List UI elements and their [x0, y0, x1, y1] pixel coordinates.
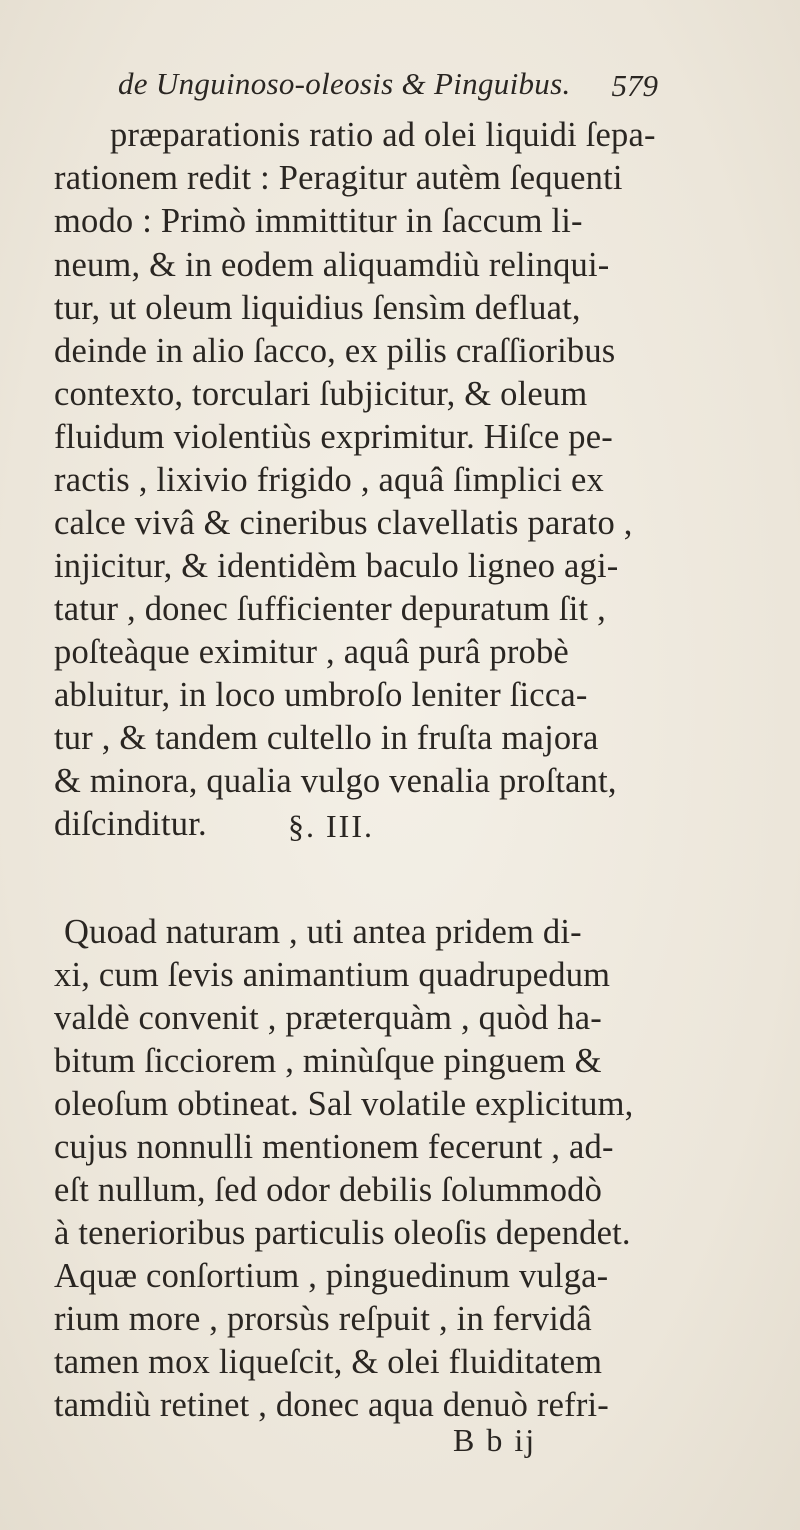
text-line: bitum ſicciorem , minùſque pinguem &	[54, 1042, 602, 1080]
text-line: Quoad naturam , uti antea pridem di-	[64, 913, 582, 951]
text-line: injicitur, & identidèm baculo ligneo agi-	[54, 547, 619, 585]
text-line: calce vivâ & cineribus clavellatis parato ,	[54, 504, 633, 542]
text-line: cujus nonnulli mentionem fecerunt , ad-	[54, 1128, 614, 1166]
running-head	[118, 66, 658, 106]
text-line: rium more , prorsùs reſpuit , in fervidâ	[54, 1300, 592, 1338]
text-line: tur, ut oleum liquidius ſensìm defluat,	[54, 289, 581, 327]
text-line: oleoſum obtineat. Sal volatile explicitum,	[54, 1085, 634, 1123]
text-line: valdè convenit , præterquàm , quòd ha-	[54, 999, 602, 1037]
text-line: tur , & tandem cultello in fruſta majora	[54, 719, 599, 757]
text-line: contexto, torculari ſubjicitur, & oleum	[54, 375, 588, 413]
text-line: & minora, qualia vulgo venalia proſtant,	[54, 762, 617, 800]
text-line: neum, & in eodem aliquamdiù relinqui-	[54, 246, 610, 284]
section-heading: §. III.	[288, 808, 374, 844]
text-line: poſteàque eximitur , aquâ purâ probè	[54, 633, 569, 671]
text-line: à tenerioribus particulis oleoſis dependet.	[54, 1214, 631, 1252]
text-line: Aquæ conſortium , pinguedinum vulga-	[54, 1257, 609, 1295]
page-number: 579	[611, 68, 658, 103]
text-line: diſcinditur.	[54, 805, 207, 843]
text-line: abluitur, in loco umbroſo leniter ſicca-	[54, 676, 588, 714]
signature-mark: B b ij	[453, 1422, 537, 1458]
running-title: de Unguinoso-oleosis & Pinguibus.	[118, 66, 571, 101]
text-line: deinde in alio ſacco, ex pilis craſſioribus	[54, 332, 616, 370]
text-line: xi, cum ſevis animantium quadrupedum	[54, 956, 611, 994]
text-line: tamen mox liqueſcit, & olei fluiditatem	[54, 1343, 603, 1381]
text-line: præparationis ratio ad olei liquidi ſepa-	[110, 116, 656, 154]
text-line: tamdiù retinet , donec aqua denuò refri-	[54, 1386, 609, 1424]
text-line: fluidum violentiùs exprimitur. Hiſce pe-	[54, 418, 613, 456]
text-line: eſt nullum, ſed odor debilis ſolummodò	[54, 1171, 603, 1209]
text-line: modo : Primò immittitur in ſaccum li-	[54, 202, 583, 240]
text-line: ractis , lixivio frigido , aquâ ſimplici ex	[54, 461, 604, 499]
text-line: rationem redit : Peragitur autèm ſequenti	[54, 159, 623, 197]
text-line: tatur , donec ſufficienter depuratum ſit ,	[54, 590, 606, 628]
